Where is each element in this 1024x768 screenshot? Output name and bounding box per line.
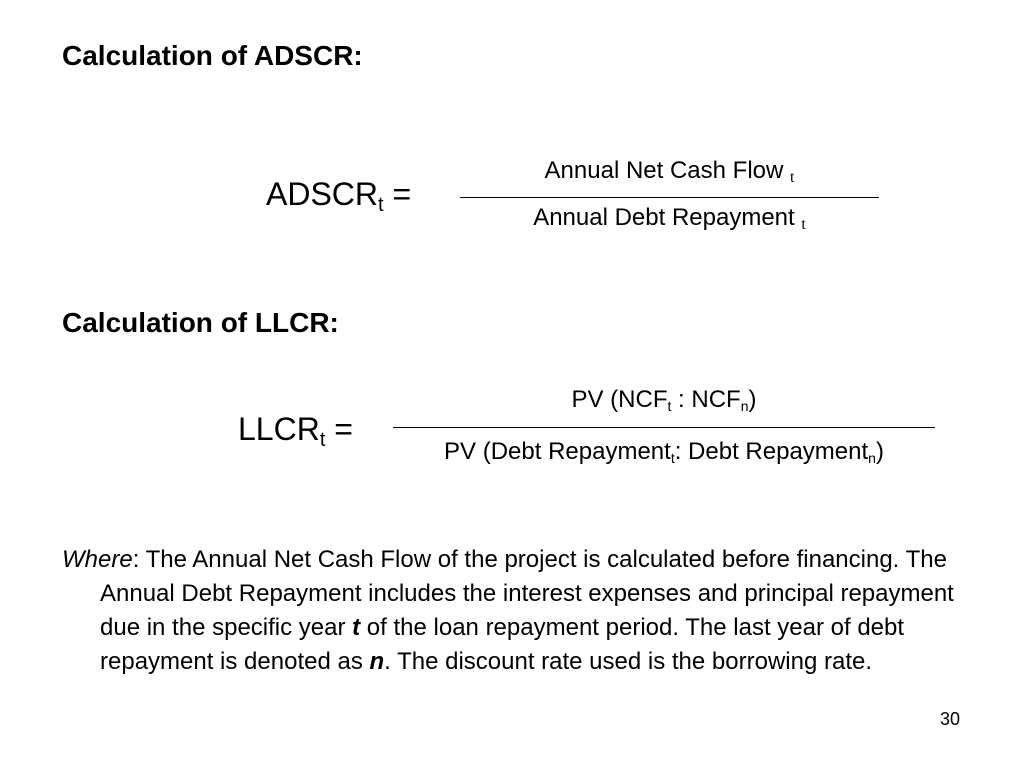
llcr-numerator-sub-n: n	[740, 398, 749, 414]
llcr-heading: Calculation of LLCR:	[62, 307, 339, 338]
note-text-part-2: of the loan repayment period. The last year of debt repayment is denoted as	[100, 614, 905, 675]
llcr-lhs-base: LLCR	[238, 411, 320, 447]
llcr-fraction-bar	[393, 427, 935, 428]
llcr-equals-sign: =	[334, 411, 353, 447]
adscr-denominator-text: Annual Debt Repayment	[533, 204, 802, 231]
note-variable-n: n	[369, 648, 385, 675]
adscr-numerator	[460, 157, 879, 187]
llcr-denominator-part-b: : Debt Repayment	[674, 438, 869, 465]
llcr-numerator-sub-t: t	[667, 398, 672, 414]
llcr-denominator-sub-t: t	[670, 450, 675, 466]
llcr-formula-lhs	[238, 411, 353, 452]
note-text-part-1: : The Annual Net Cash Flow of the project is calculated before financing. The Annual Debt Repayment includes the interest expenses and principal repayment due in the specific year	[100, 546, 954, 641]
llcr-denominator-part-c: )	[875, 438, 884, 465]
llcr-numerator	[393, 386, 935, 414]
adscr-denominator-subscript: t	[801, 216, 806, 233]
adscr-lhs-subscript: t	[378, 194, 384, 216]
adscr-denominator	[460, 204, 879, 234]
adscr-heading: Calculation of ADSCR:	[62, 40, 363, 71]
adscr-formula-lhs	[266, 176, 411, 217]
llcr-denominator-part-a: PV (Debt Repayment	[444, 438, 671, 465]
adscr-equals-sign: =	[392, 176, 412, 212]
page-number: 30	[940, 709, 961, 729]
adscr-numerator-subscript: t	[790, 169, 795, 186]
llcr-denominator-sub-n: n	[868, 450, 876, 466]
adscr-lhs-base: ADSCR	[266, 176, 379, 212]
note-variable-t: t	[352, 614, 361, 641]
note-lead-word: Where	[62, 546, 133, 573]
definitions-note	[62, 543, 1000, 679]
llcr-lhs-subscript: t	[319, 429, 326, 451]
note-text-part-3: . The discount rate used is the borrowing rate.	[384, 648, 872, 675]
llcr-denominator	[393, 438, 935, 466]
llcr-numerator-part-b: : NCF	[671, 386, 741, 413]
llcr-numerator-part-c: )	[748, 386, 757, 413]
llcr-numerator-part-a: PV (NCF	[571, 386, 668, 413]
adscr-numerator-text: Annual Net Cash Flow	[544, 157, 790, 184]
adscr-fraction-bar	[460, 197, 879, 198]
